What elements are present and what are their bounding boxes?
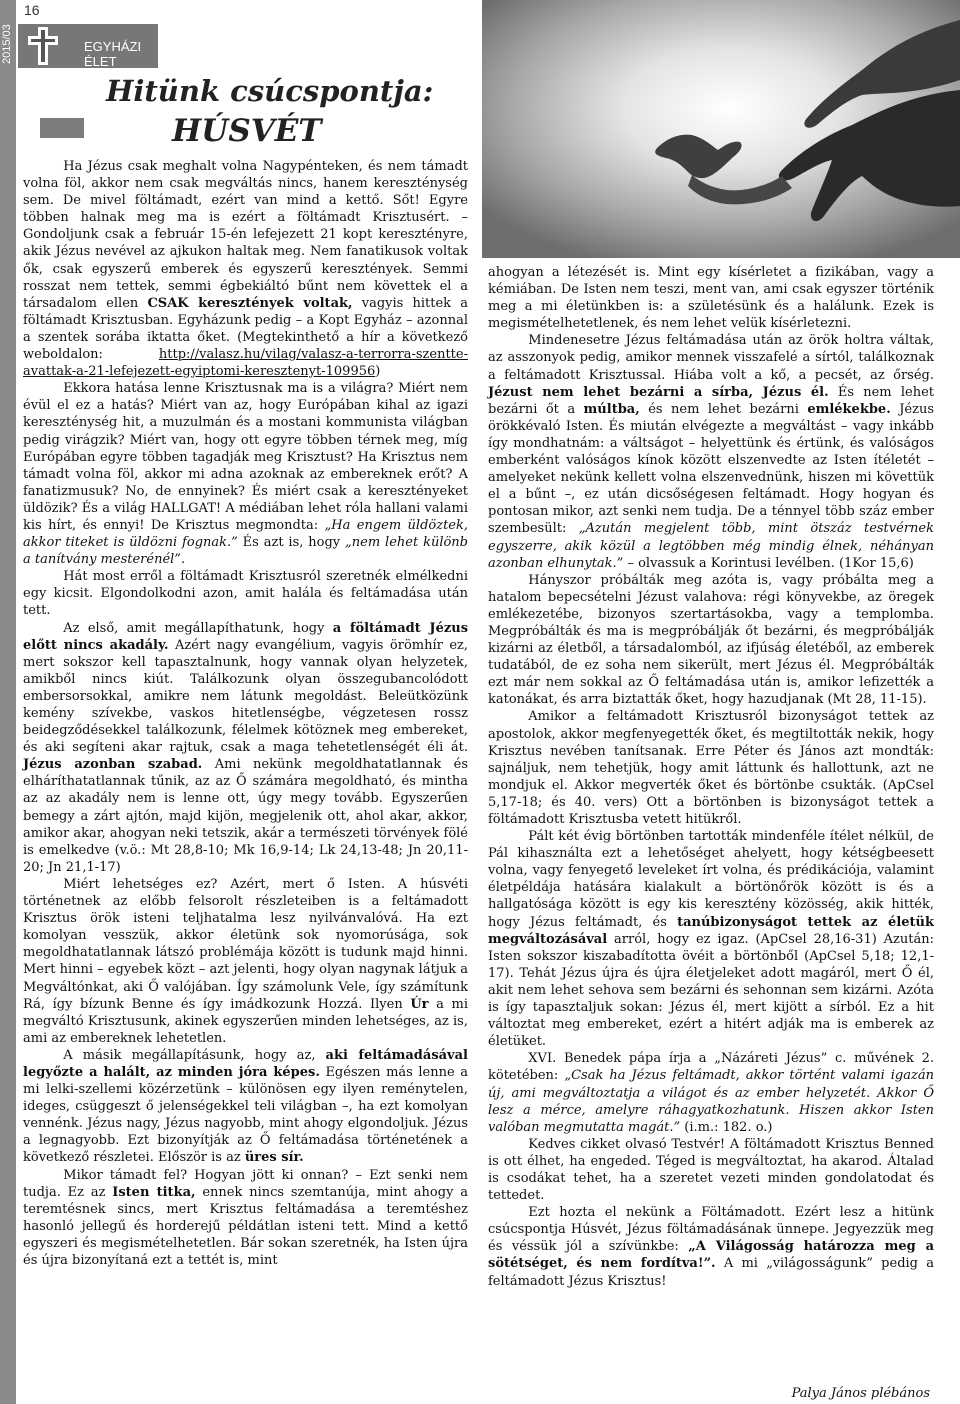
hands-in-light-photo: [482, 0, 960, 258]
article-title: Hitünk csúcspontja:: [106, 74, 434, 108]
article-title-main: HÚSVÉT: [172, 113, 322, 149]
paragraph: Az első, amit megállapíthatunk, hogy a föltámadt Jézus előtt nincs akadály. Azért nagy evangélium, vagyis örömhír ez, mert sokszor kell tapasztalnunk, hogy vannak olyan helyzetek, amikből nincs kiút. Találkozunk olyan összegubancolódott embersorsokkal, amikre nem látunk megoldást. Beleütközünk kemény szívekbe, vaskos hitetlenségbe, végzetesen rossz beidegződésekkel találkozunk, félelmek kötöznek meg embereket, és aki segíteni akar rajtuk, csak a maga tehetetlenségét éli át. Jézus azonban szabad. Ami nekünk megoldhatatlannak és elháríthatatlannak tűnik, az az Ő számára megoldható, és mintha az az akadály nem is lenne ott, úgy megy tovább. Egyszerűen bemegy a zárt ajtón, majd kijön, megjelenik ott, ahol akar, akkor, amikor akar, ahogyan neki tetszik, akár a természeti törvények fölé is emelkedve (v.ö.: Mt 28,8-10; Mk 16,9-14; Lk 24,13-48; Jn 20,11-20; Jn 21,1-17): [23, 620, 469, 875]
paragraph: Mikor támadt fel? Hogyan jött ki onnan? – Ezt senki nem tudja. Ez az Isten titka, ennek nincs szemtanúja, mint ahogy a teremtésnek sincs, mert Krisztus feltámadása a teremtéshez hasonló jellegű és horderejű példátlan isteni tett. Mind a kettő egyszeri és megismételhetetlen. Bár sokan szeretnék, ha Isten újra és újra bizonyítaná ezt a tettét is, mint: [23, 1167, 469, 1268]
paragraph: Hát most erről a föltámadt Krisztusról szeretnék elmélkedni egy kicsit. Elgondolkodni azon, amit halála és feltámadása után tett.: [23, 569, 468, 619]
title-accent-band: [40, 118, 84, 138]
paragraph: ahogyan a létezését is. Mint egy kísérletet a fizikában, vagy a kémiában. De Isten nem teszi, ment van, ami csak egyszer történik meg a mi életünkben is: a születésünk és a halálunk. Ezek is megismételhetetlenek, és nem lehet velük kísérletezni.: [488, 265, 934, 332]
cross-icon: [26, 26, 60, 66]
paragraph: Miért lehetséges ez? Azért, mert ő Isten. A húsvéti történetnek az előbb felsorolt részleteiben is a feltámadott Krisztus örök isteni teljhatalma lesz nyilvánvalóvá. Ha ezt komolyan vesszük, akkor életünk sok nyomorúsága, sok megoldhatatlannak látszó problémája között is tudunk majd hinni. Mert hinni – egyebek közt – azt jelenti, hogy olyan nagynak látjuk a Megváltónkat, aki Ő valójában. Így számolunk Vele, így számítunk Rá, így bízunk Benne és így imádkozunk Hozzá. Ilyen Úr a mi megváltó Krisztusunk, akinek egyszerűen minden lehetséges, az is, ami az embereknek lehetetlen.: [23, 876, 468, 1046]
paragraph: Ekkora hatása lenne Krisztusnak ma is a világra? Miért nem évül el ez a hatás? Miért van az, hogy Európában kihal az igazi kereszténység hit, a muzulmán és a mostani kommunista világban pedig virágzik? Miért van, hogy ott egyre többen térnek meg, míg Európában egyre többen tagadják meg Krisztust? Ha Krisztus nem támadt volna föl, akkor mi adna azoknak az embereknek erőt? A fanatizmusuk? No, de ennyinek? És miért csak a keresztényeket üldözik? És a világ HALLGAT! A médiában lehet róla hallani valami kis hírt, és ennyi! De Krisztus megmondta: „Ha engem üldöztek, akkor titeket is üldözni fognak.” És azt is, hogy „nem lehet különb a tanítvány mesterénél”.: [23, 381, 468, 568]
paragraph: Mindenesetre Jézus feltámadása után az örök holtra váltak, az asszonyok pedig, amikor mennek visszafelé a sírtól, találkoznak a feltámadott Krisztussal. Hiába volt a kő, a pecsét, az őrség. Jézust nem lehet bezárni a sírba, Jézus él. És nem lehet bezárni őt a múltba, és nem lehet bezárni emlékekbe. Jézus örökkévaló Isten. És miután elvégezte a megváltást – vagy inkább így mondhatnám: a váltságot – helyettünk és értünk, és valóságos emberként valóságos kínok között elszenvedte az Isten ítéletét – amelyeket nekünk kellett volna elszenvednünk, hiszen mi követtük el a bűnt –, ez után dicsőségesen feltámadt. Hogy hogyan és pontosan mikor, azt senki nem tudja. De a ténnyel több száz ember szembesült: „Azután megjelent több, mint ötszáz testvérnek egyszerre, akik közül a legtöbben még mindig élnek, néhányan azonban elhunytak.” – olvassuk a Korintusi levélben. (1Kor 15,6): [488, 333, 934, 571]
section-header: [18, 24, 158, 68]
article-column-left: [23, 158, 468, 1269]
paragraph: Hányszor próbálták meg azóta is, vagy próbálta meg a hatalom bepecsételni Jézust valahova: régi könyvekbe, az öregek emlékezetébe, bizonyos szertartásokba, vagy a templomba. Megpróbálták és ma is megpróbálják őt bezárni, és megpróbálják kizárni az életből, a társadalomból, az ifjúság életéből, az emberek tudatából, de ez soha nem sikerült, mert Jézus él. Megpróbálták ezt már nem sokkal az Ő feltámadása után is, amikor lefizették a katonákat, és arra biztatták őket, hogy hazudjanak (Mt 28, 11-15).: [488, 572, 934, 708]
paragraph: Kedves cikket olvasó Testvér! A föltámadott Krisztus Benned is ott élhet, ha engeded. Téged is megváltoztat, ha akarod. Általad is csodákat tehet, ha a szeretet vezeti minden gondolatodat és tettedet.: [488, 1136, 934, 1204]
paragraph: Ha Jézus csak meghalt volna Nagypénteken, és nem támadt volna föl, akkor nem csak megváltás nincs, hanem kereszténység sem. De mivel föltámadt, ezért van mind a kettő. Sőt! Egyre többen halnak meg ma is ezért a föltámadt Krisztusért. – Gondoljunk csak a február 15-én lefejezett 21 kopt keresztényre, akik Jézus nevével az ajkukon haltak meg. Nem fanatikusok voltak ők, csak egyszerű emberek és egyszerű keresztények. Semmi rosszat nem tettek, semmi égbekiáltó bűnt nem követtek el a társadalom ellen CSAK keresztények voltak, vagyis hittek a föltámadt Krisztusban. Egyházunk pedig – a Kopt Egyház – azonnal a szentek sorába iktatta őket. (Megtekinthető a hír a következő weboldalon: http://valasz.hu/vilag/valasz-a-terrorra-szentte-avattak-a-21-lefejezett-egyiptomi-keresztenyt-109956): [23, 159, 468, 380]
source-link[interactable]: http://valasz.hu/vilag/valasz-a-terrorra-szentte-avattak-a-21-lefejezett-egyiptomi-keresztenyt-109956: [23, 347, 468, 380]
issue-sidebar: [0, 0, 16, 1404]
page-number: 16: [24, 2, 40, 18]
paragraph: XVI. Benedek pápa írja a „Názáreti Jézus” c. művének 2. kötetében: „Csak ha Jézus feltámadt, akkor történt valami igazán új, ami megváltoztatja a világot és az ember helyzetét. Akkor Ő lesz a mérce, amelyre ráhagyatkozhatunk. Hiszen akkor Isten valóban megmutatta magát.” (i.m.: 182. o.): [488, 1051, 934, 1135]
paragraph: A másik megállapításunk, hogy az, aki feltámadásával legyőzte a halált, az minden jóra képes. Egészen más lenne a mi lelki-szellemi közérzetünk – különösen egy ilyen reménytelen, ideges, csüggeszt ő jelenségekkel teli világban –, ha ezt komolyan vennénk. Jézus nagy, Jézus nagyobb, mint ahogy elgondoljuk. Jézus a legnagyobb. Ezt bizonyítják az Ő feltámadása történetének a következő részletei. Először is az üres sír.: [23, 1047, 468, 1166]
paragraph: Ezt hozta el nekünk a Föltámadott. Ezért lesz a hitünk csúcspontja Húsvét, Jézus föltámadásának ünnepe. Jegyezzük meg és véssük jól a szívünkbe: „A Világosság határozza meg a sötétséget, és nem fordítva!”. A mi „világosságunk” pedig a feltámadott Jézus Krisztus!: [488, 1205, 934, 1289]
article-column-right: [488, 264, 934, 1290]
paragraph: Pált két évig börtönben tartották mindenféle ítélet nélkül, de Pál kihasználta ezt a lehetőséget ahelyett, hogy kétségbeesett volna, vagy fenyegető leveleket írt volna, és prédikációja, valamint életpéldája hatására kialakult a börtönőrök között is és a hallgatósága között is egy kis keresztény közösség, akik hitték, hogy Jézus feltámadt, és tanúbizonyságot tettek az életük megváltozásával arról, hogy ez igaz. (ApCsel 28,16-31) Azután: Isten sokszor kiszabadította övéit a börtönből (ApCsel 5,18; 12,1-17). Tehát Jézus újra és újra életjeleket adott magáról, mert Ő él, akit nem lehet sehova sem bezárni és sehonnan sem kizárni. Azóta is így tapasztaljuk sokan: Jézus él, mert kijött a sírból. Ez a hit változtat meg embereket, ezért a hitért adják ma is emberek az életüket.: [488, 829, 934, 1050]
section-label: EGYHÁZI ÉLET: [84, 39, 142, 69]
paragraph: Amikor a feltámadott Krisztusról bizonyságot tettek az apostolok, akkor megfenyegették őket, és megtiltották nekik, hogy Krisztus nevében tanítsanak. Erre Péter és János azt mondták: sajnáljuk, nem tehetjük, hogy amit láttunk és hallottunk, azt ne mondjuk el. Akkor megverték őket és börtönbe csukták. (ApCsel 5,17-18; és 40. vers) Ott a börtönben is bizonyságot tettek a föltámadott Krisztusba vetett hitükről.: [488, 709, 934, 827]
author-signature: Palya János plébános: [791, 1386, 930, 1401]
issue-label: 2015/03: [1, 24, 13, 64]
